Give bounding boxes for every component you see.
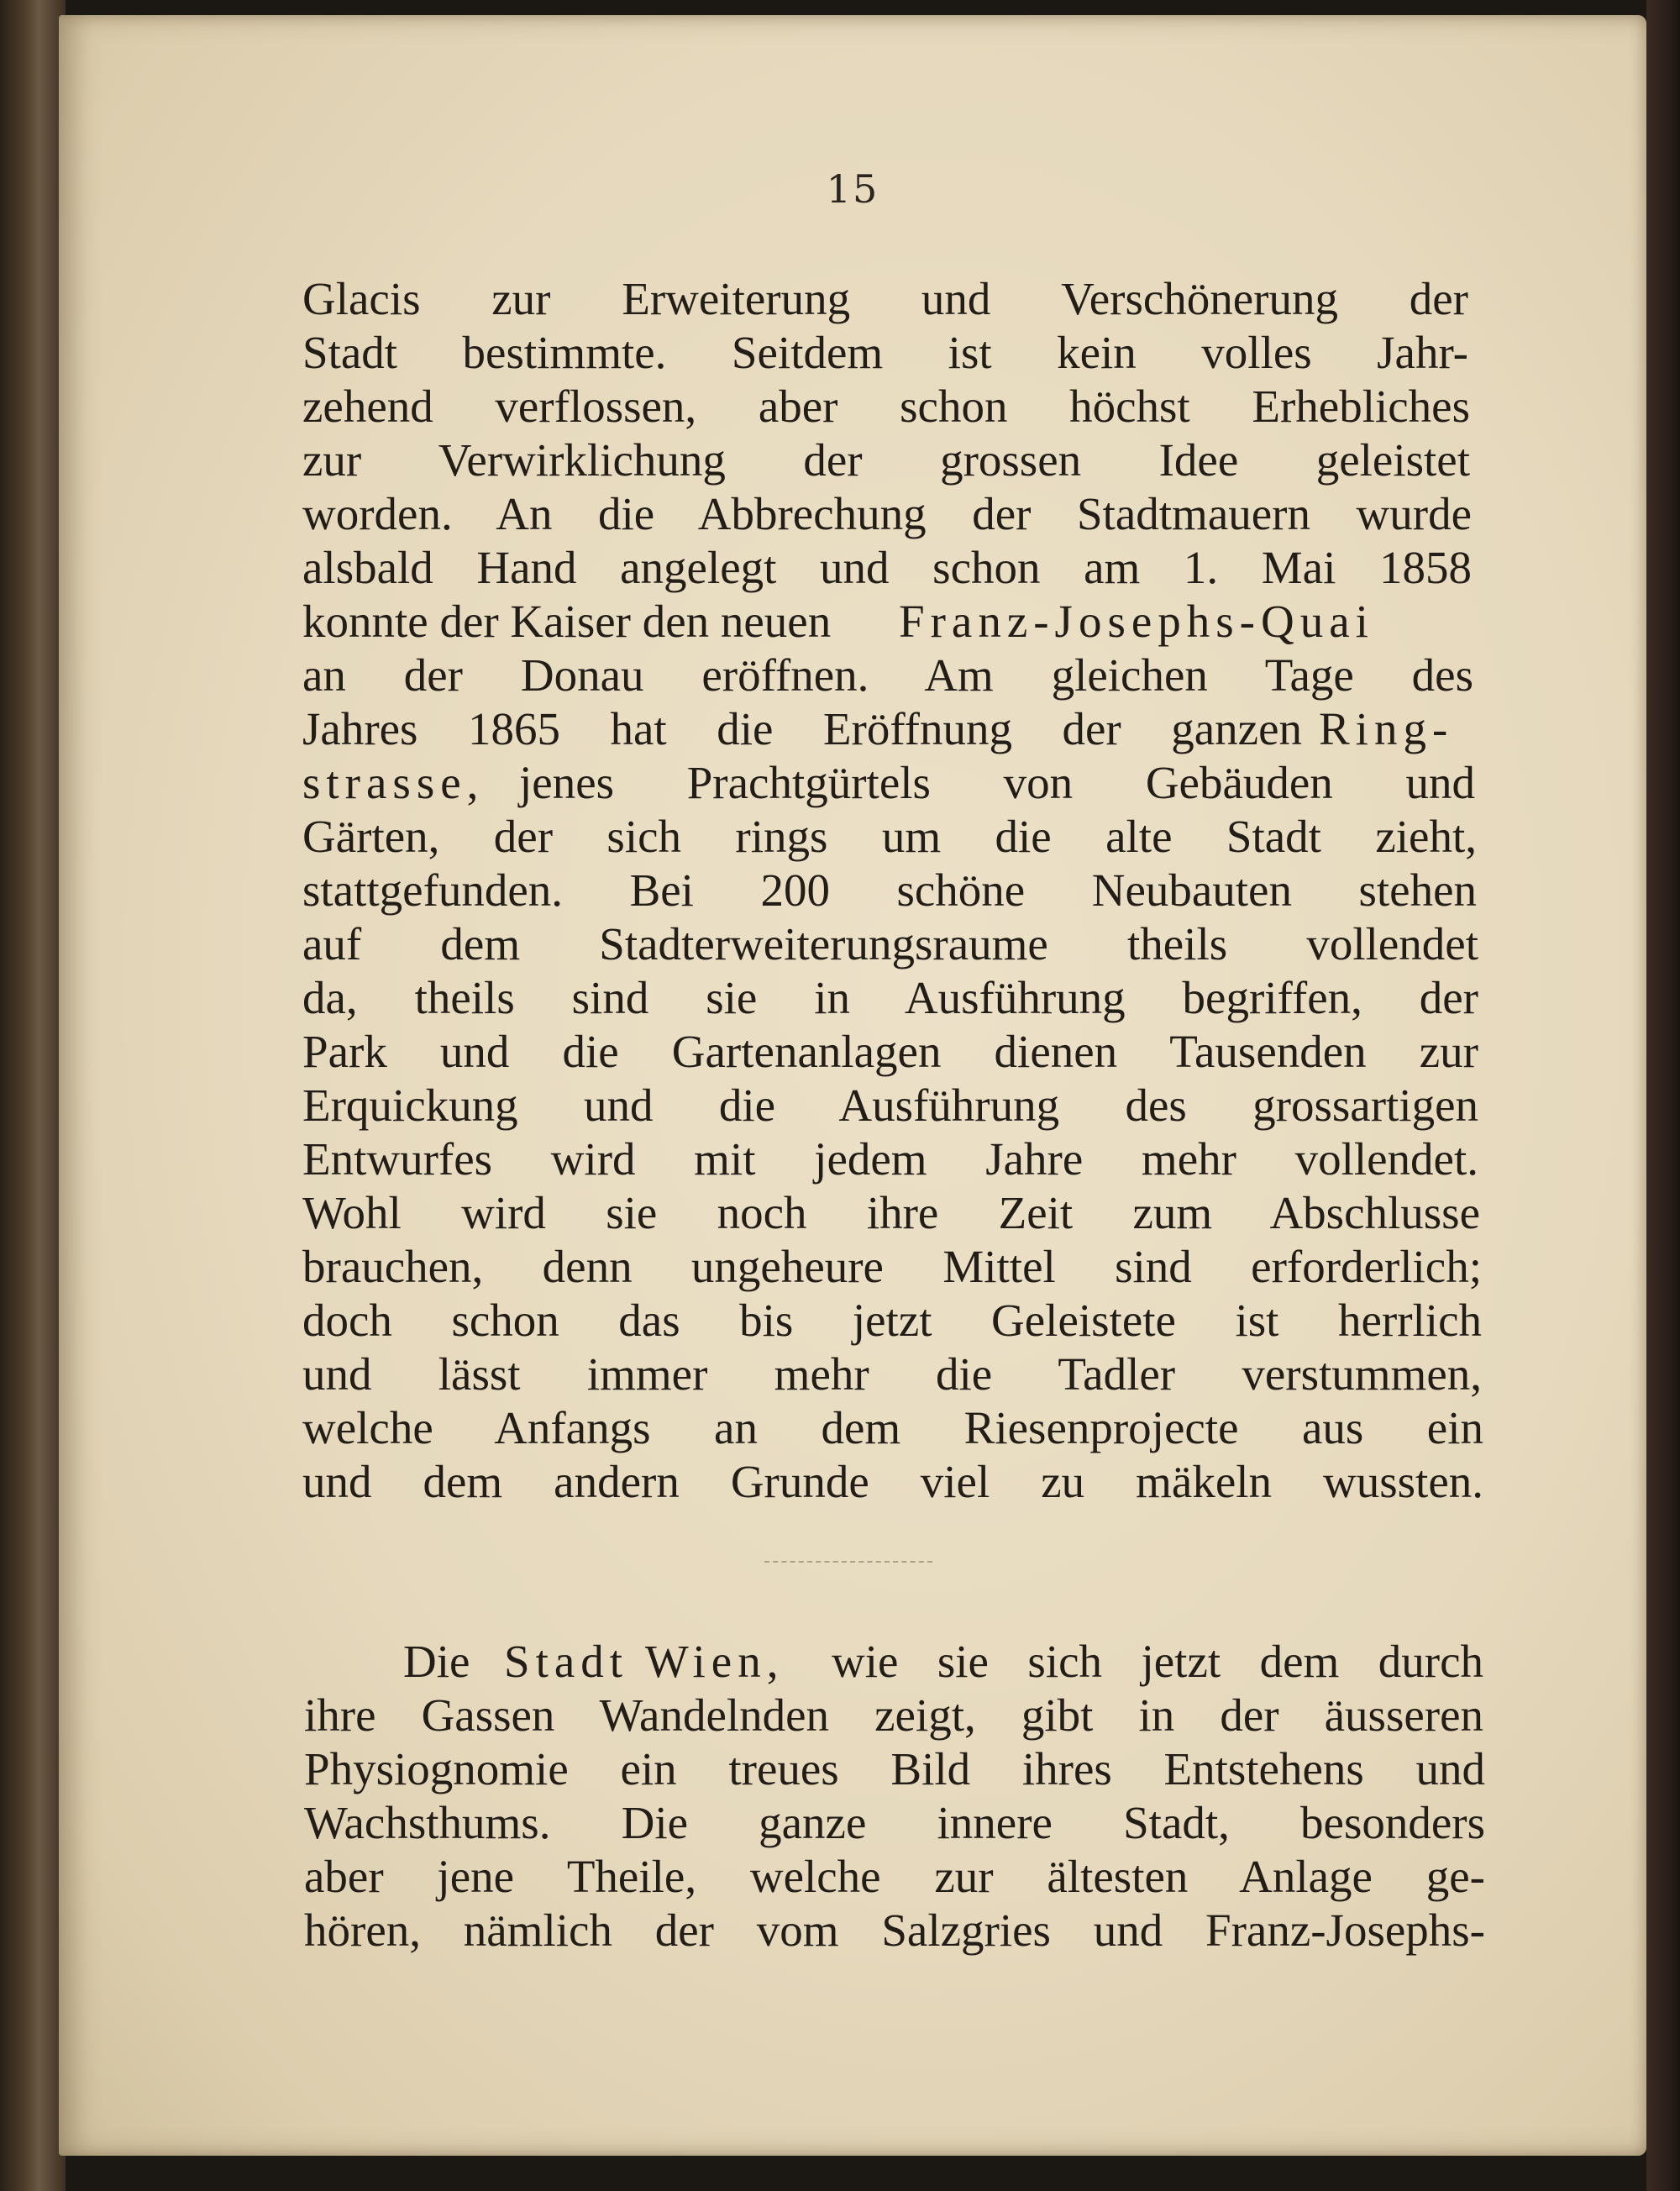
text-line: doch schon das bis jetzt Geleistete ist herrlich: [302, 1295, 1482, 1346]
text-line: hören, nämlich der vom Salzgries und Franz-Josephs-: [304, 1905, 1485, 1956]
text-line: auf dem Stadterweiterungsraume theils vollendet: [302, 918, 1478, 969]
page: [59, 15, 1646, 2156]
page-number: 15: [826, 166, 879, 212]
text-line: zur Verwirklichung der grossen Idee geleistet: [302, 434, 1470, 486]
text-line: Jahres 1865 hat die Eröffnung der ganzen: [302, 703, 1302, 754]
text-line: wie sie sich jetzt dem durch: [832, 1636, 1483, 1687]
text-line: da, theils sind sie in Ausführung begriffen, der: [302, 972, 1478, 1023]
text-line: alsbald Hand angelegt und schon am 1. Mai 1858: [302, 542, 1472, 593]
text-line: konnte der Kaiser den neuen: [302, 596, 832, 647]
text-line: zehend verflossen, aber schon höchst Erhebliches: [302, 381, 1470, 432]
text-line: an der Donau eröffnen. Am gleichen Tage des: [302, 649, 1473, 701]
text-line: Stadt bestimmte. Seitdem ist kein volles Jahr-: [302, 327, 1468, 378]
text-line-spaced: Stadt Wien,: [504, 1636, 785, 1687]
text-line: ihre Gassen Wandelnden zeigt, gibt in der äusseren: [304, 1689, 1483, 1741]
text-line: worden. An die Abbrechung der Stadtmauern wurde: [302, 488, 1472, 539]
text-line: Glacis zur Erweiterung und Verschönerung der: [302, 273, 1468, 324]
text-line: jenes Prachtgürtels von Gebäuden und: [519, 757, 1475, 808]
text-line: Wachsthums. Die ganze innere Stadt, besonders: [304, 1797, 1485, 1848]
text-line-spaced: Franz-Josephs-Quai: [899, 596, 1374, 647]
text-line: Wohl wird sie noch ihre Zeit zum Abschlusse: [302, 1187, 1480, 1238]
text-line: brauchen, denn ungeheure Mittel sind erforderlich;: [302, 1241, 1482, 1292]
text-line: Entwurfes wird mit jedem Jahre mehr vollendet.: [302, 1133, 1478, 1185]
text-line: stattgefunden. Bei 200 schöne Neubauten stehen: [302, 864, 1477, 916]
cover-edge: [1646, 0, 1680, 2191]
text-line: Erquickung und die Ausführung des grossartigen: [302, 1080, 1478, 1131]
section-divider: [764, 1561, 932, 1563]
text-line-spaced: Ring-: [1319, 703, 1454, 754]
text-line: und dem andern Grunde viel zu mäkeln wussten.: [302, 1456, 1483, 1507]
text-line: Gärten, der sich rings um die alte Stadt zieht,: [302, 811, 1477, 862]
text-line: und lässt immer mehr die Tadler verstummen,: [302, 1348, 1482, 1400]
text-line: aber jene Theile, welche zur ältesten Anlage ge-: [304, 1851, 1485, 1902]
text-line: Physiognomie ein treues Bild ihres Entstehens und: [304, 1743, 1485, 1794]
book-binding: [0, 0, 66, 2191]
text-line: Park und die Gartenanlagen dienen Tausenden zur: [302, 1026, 1478, 1077]
text-line: welche Anfangs an dem Riesenprojecte aus ein: [302, 1402, 1483, 1453]
text-line: Die: [403, 1636, 470, 1687]
text-line-spaced: strasse,: [302, 757, 485, 808]
